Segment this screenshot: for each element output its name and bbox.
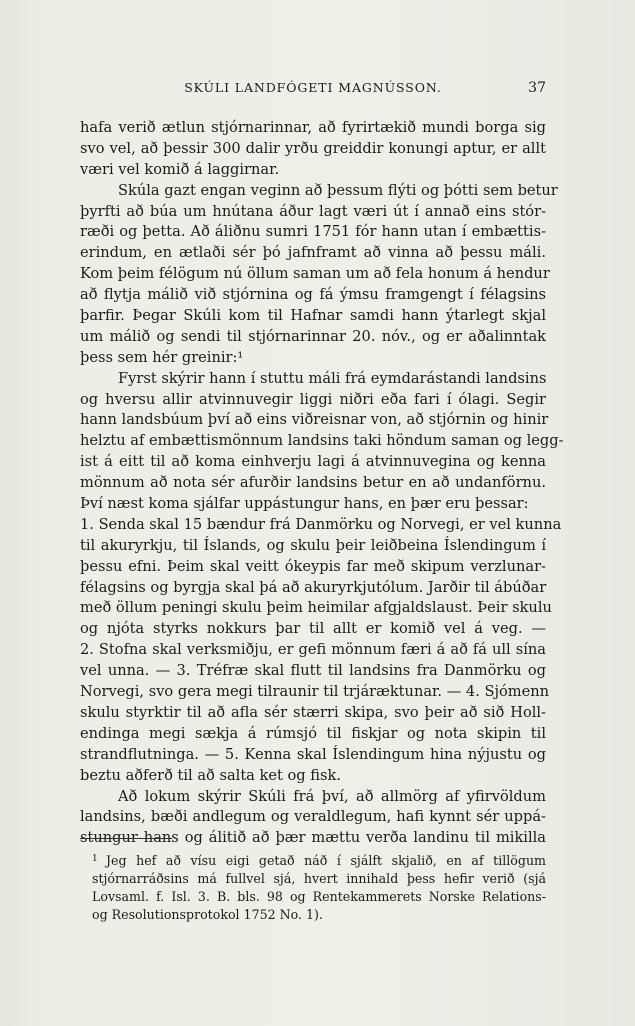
body-line: svo vel, að þessir 300 dalir yrðu greiddir konungi aptur, er allt <box>80 139 546 157</box>
body-line: helztu af embættismönnum landsins taki höndum saman og legg- <box>80 432 564 450</box>
body-line: skulu styrktir til að afla sér stærri skipa, svo þeir að sið Holl- <box>80 703 546 721</box>
body-line: og njóta styrks nokkurs þar til allt er komið vel á veg. — <box>80 620 546 638</box>
body-line: þessu efni. Þeim skal veitt ókeypis far með skipum verzlunar- <box>80 557 546 575</box>
body-line: Fyrst skýrir hann í stuttu máli frá eymdarástandi landsins <box>118 369 547 387</box>
body-line: ist á eitt til að koma einhverju lagi á atvinnuvegina og kenna <box>80 453 546 471</box>
footnote-line: og Resolutionsprotokol 1752 No. 1). <box>92 907 323 922</box>
page-header <box>80 80 546 102</box>
body-line: strandflutninga. — 5. Kenna skal Íslendingum hina nýjustu og <box>80 745 546 763</box>
body-line: Skúla gazt engan veginn að þessum flýti og þótti sem betur <box>118 181 558 199</box>
body-line: 2. Stofna skal verksmiðju, er gefi mönnum færi á að fá ull sína <box>80 641 546 659</box>
footnote <box>92 852 546 924</box>
body-line: ræði og þetta. Að áliðnu sumri 1751 fór hann utan í embættis- <box>80 223 546 241</box>
body-line: Kom þeim félögum nú öllum saman um að fela honum á hendur <box>80 265 550 283</box>
body-line: þess sem hér greinir:¹ <box>80 348 244 366</box>
body-line: landsins, bæði andlegum og veraldlegum, hafi kynnt sér uppá- <box>80 808 546 826</box>
body-line: mönnum að nota sér afurðir landsins betur en að undanförnu. <box>80 474 546 492</box>
body-line: þarfir. Þegar Skúli kom til Hafnar samdi hann ýtarlegt skjal <box>80 307 546 325</box>
body-line: félagsins og byrgja skal þá að akuryrkjutólum. Jarðir til ábúðar <box>80 578 547 596</box>
page-number: 37 <box>528 80 546 96</box>
body-line: um málið og sendi til stjórnarinnar 20. nóv., og er aðalinntak <box>80 327 546 345</box>
body-line: Að lokum skýrir Skúli frá því, að allmörg af yfirvöldum <box>118 787 546 805</box>
body-line: 1. Senda skal 15 bændur frá Danmörku og Norvegi, er vel kunna <box>80 515 562 533</box>
footnote-line: Lovsaml. f. Isl. 3. B. bls. 98 og Rentekammerets Norske Relations- <box>92 889 546 904</box>
body-line: vel unna. — 3. Tréfræ skal flutt til landsins fra Danmörku og <box>80 662 546 680</box>
body-line: þyrfti að búa um hnútana áður lagt væri út í annað eins stór- <box>80 202 546 220</box>
body-line: með öllum peningi skulu þeim heimilar afgjaldslaust. Þeir skulu <box>80 599 552 617</box>
body-line: stungur hans og álitið að þær mættu verða landinu til mikilla <box>80 829 546 847</box>
body-line: væri vel komið á laggirnar. <box>80 160 280 178</box>
footnote-rule <box>80 838 172 839</box>
body-line: hann landsbúum því að eins viðreisnar von, að stjórnin og hinir <box>80 411 549 429</box>
footnote-line: Jeg hef að vísu eigi getað náð í sjálft skjalið, en af tillögum <box>106 853 546 868</box>
body-line: beztu aðferð til að salta ket og fisk. <box>80 766 341 784</box>
footnote-line: stjórnarráðsins má fullvel sjá, hvert innihald þess hefir verið (sjá <box>92 871 546 886</box>
body-line: endinga megi sækja á rúmsjó til fiskjar og nota skipin til <box>80 724 546 742</box>
body-line: erindum, en ætlaði sér þó jafnframt að vinna að þessu máli. <box>80 244 546 262</box>
footnote-marker: 1 <box>92 854 98 864</box>
body-line: og hversu allir atvinnuvegir liggi niðri eða fari í ólagi. Segir <box>80 390 546 408</box>
body-line: Norvegi, svo gera megi tilraunir til trjáræktunar. — 4. Sjómenn <box>80 683 550 701</box>
body-line: að flytja málið við stjórnina og fá ýmsu framgengt í félagsins <box>80 286 546 304</box>
body-line: Því næst koma sjálfar uppástungur hans, en þær eru þessar: <box>80 495 529 513</box>
body-text <box>80 118 564 849</box>
running-head: SKÚLI LANDFÓGETI MAGNÚSSON. <box>184 80 442 95</box>
body-line: hafa verið ætlun stjórnarinnar, að fyrirtækið mundi borga sig <box>80 119 546 136</box>
body-line: til akuryrkju, til Íslands, og skulu þeir leiðbeina Íslendingum í <box>80 536 546 554</box>
